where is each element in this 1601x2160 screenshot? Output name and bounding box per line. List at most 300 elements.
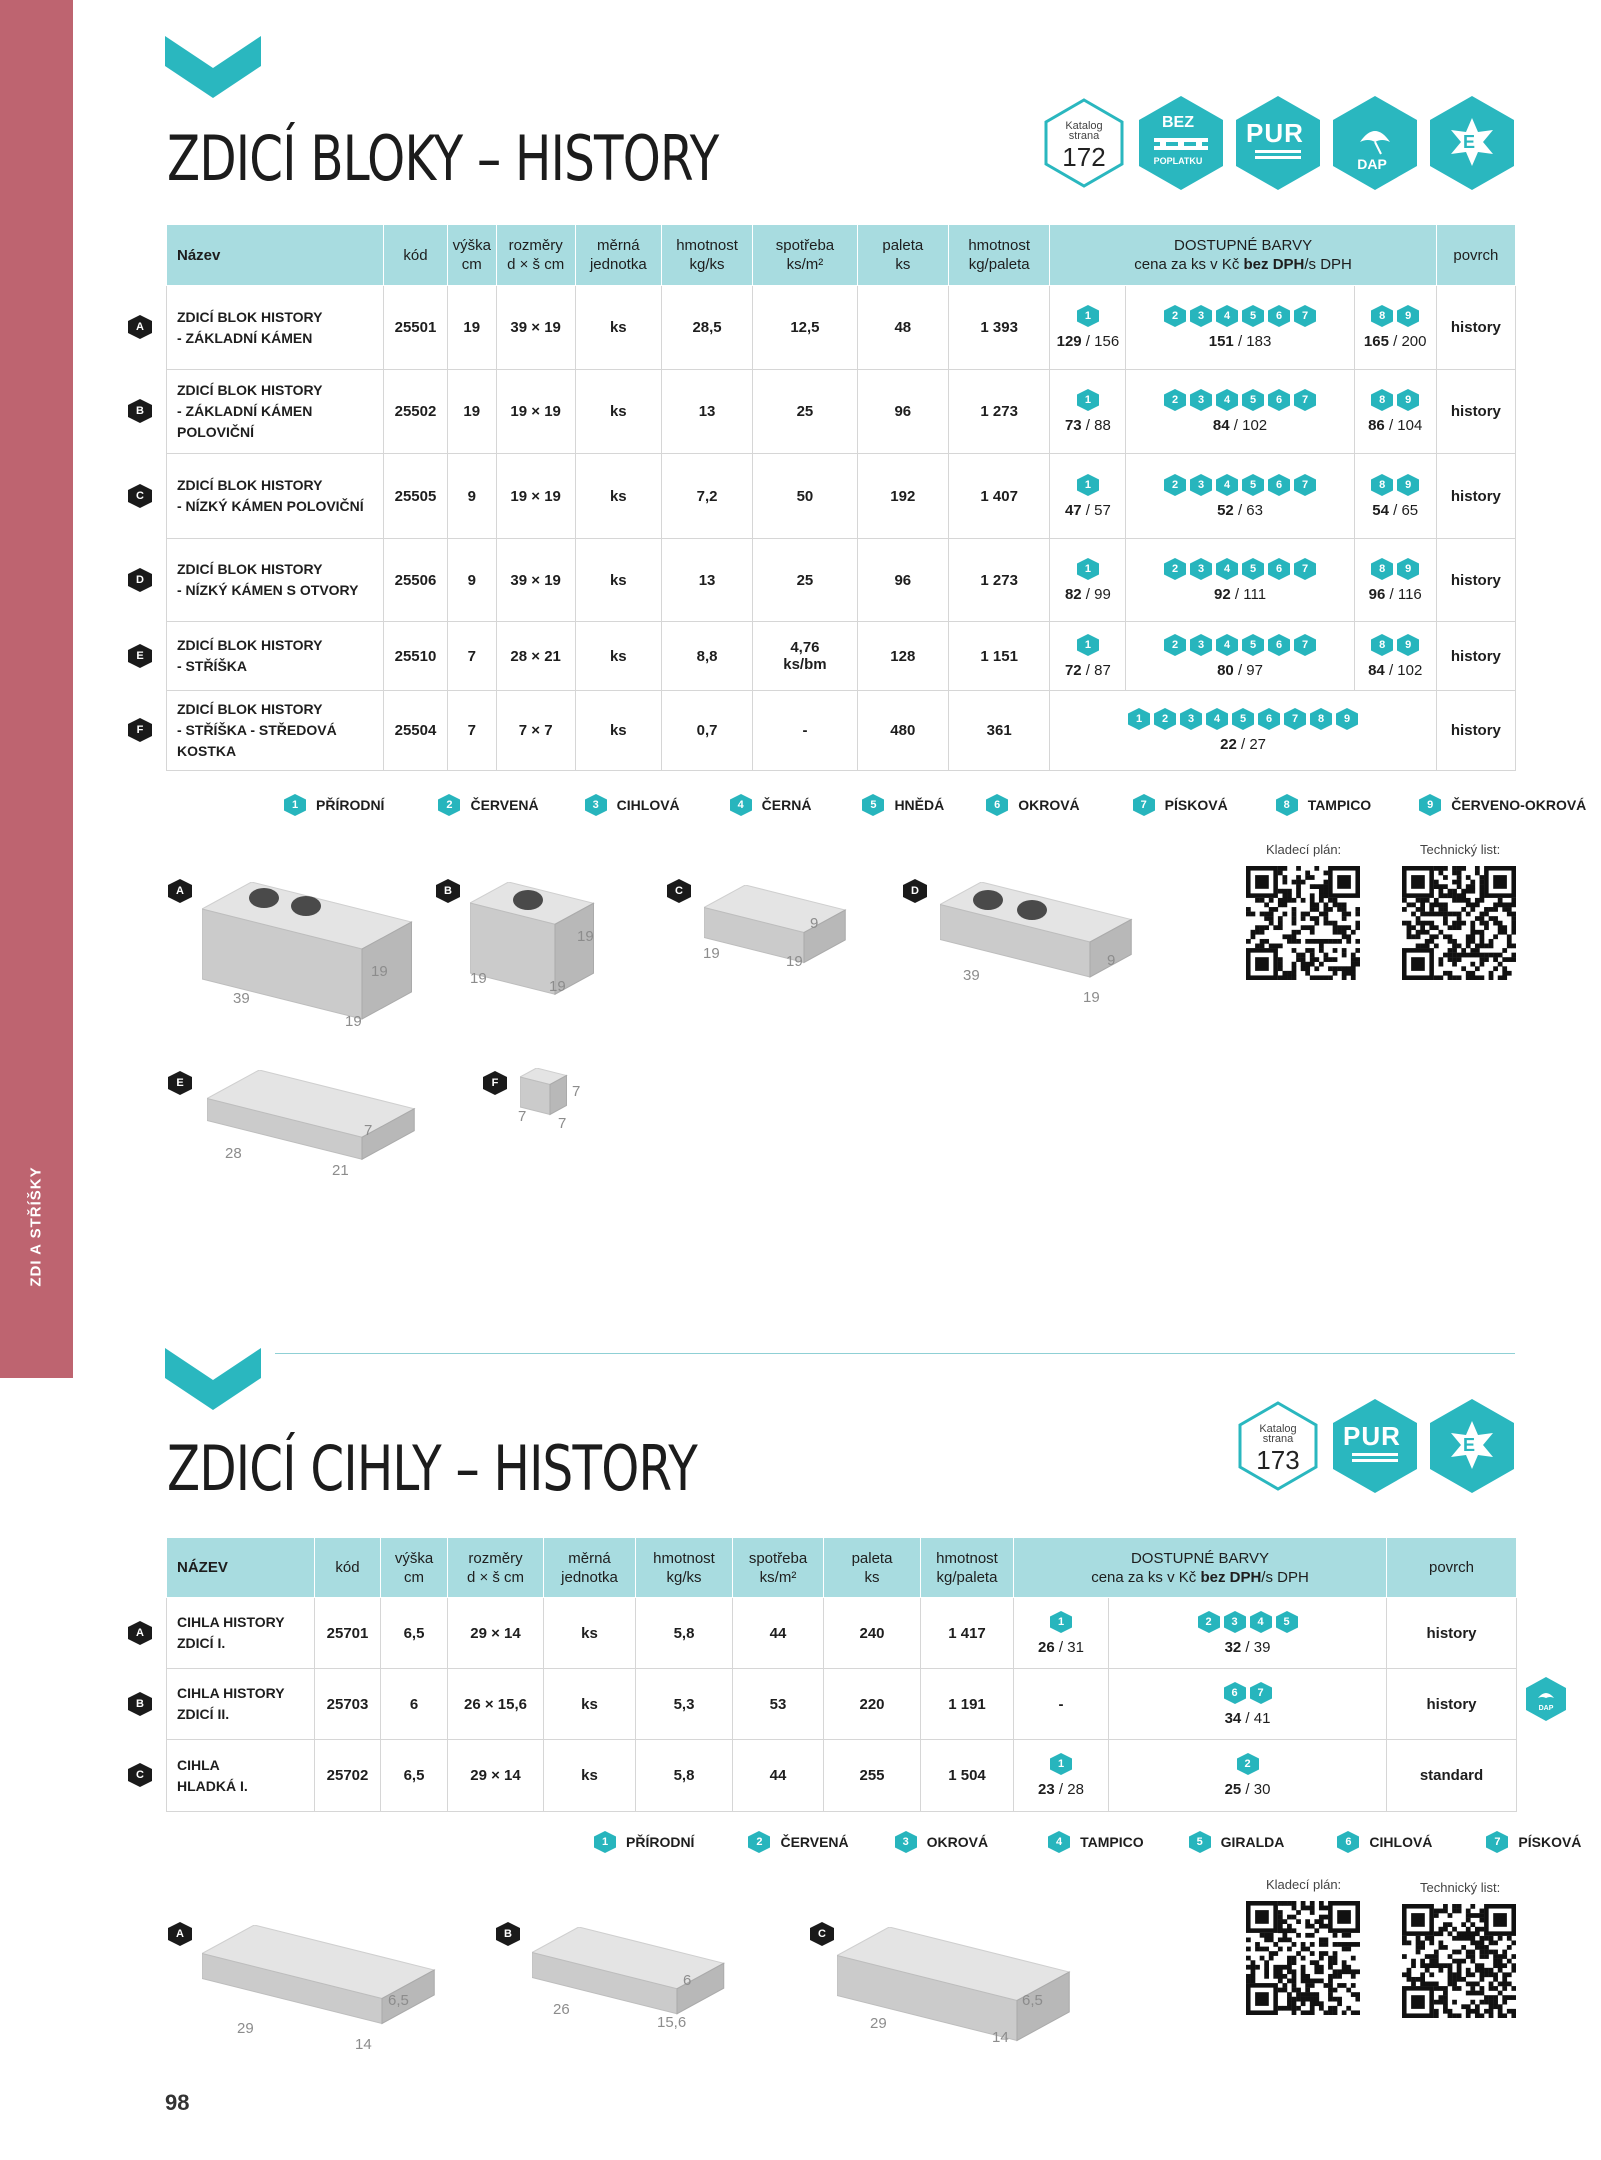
product-name: ZDICÍ BLOK HISTORY - ZÁKLADNÍ KÁMEN bbox=[167, 286, 384, 370]
product-consumption: 25 bbox=[753, 370, 857, 454]
dimension-label: 19 bbox=[345, 1013, 362, 1030]
legend-item: 3 CIHLOVÁ bbox=[585, 794, 680, 816]
dimension-label: 19 bbox=[577, 928, 594, 945]
product-dimensions: 19 × 19 bbox=[496, 370, 575, 454]
color-number-icon: 6 bbox=[1268, 634, 1290, 656]
color-number-icon: 5 bbox=[1242, 305, 1264, 327]
surface-type: history bbox=[1436, 454, 1515, 539]
legend-item: 5 HNĚDÁ bbox=[862, 794, 944, 816]
header-barvy: DOSTUPNÉ BARVY cena za ks v Kč bez DPH/s DPH bbox=[1014, 1538, 1387, 1598]
surface-type: history bbox=[1387, 1669, 1517, 1740]
price: 84 / 102 bbox=[1212, 417, 1268, 434]
dimension-label: 19 bbox=[371, 963, 388, 980]
surface-type: history bbox=[1387, 1598, 1517, 1669]
illustration-marker: C bbox=[810, 1922, 834, 1946]
pallet-weight: 1 407 bbox=[948, 454, 1049, 539]
price: 96 / 116 bbox=[1368, 585, 1422, 603]
header-rozmery: rozměry d × š cm bbox=[448, 1538, 544, 1598]
color-number-icon: 7 bbox=[1133, 794, 1155, 816]
color-number-icon: 5 bbox=[1242, 634, 1264, 656]
table-row bbox=[167, 454, 1516, 539]
table-row bbox=[167, 1669, 1517, 1740]
color-number-icon: 3 bbox=[895, 1831, 917, 1853]
color-number-icon: 6 bbox=[1224, 1682, 1246, 1704]
product-weight: 28,5 bbox=[661, 286, 752, 370]
dimension-label: 6 bbox=[683, 1972, 692, 1989]
illustration-marker: C bbox=[667, 879, 691, 903]
product-weight: 7,2 bbox=[661, 454, 752, 539]
pallet-count: 48 bbox=[857, 286, 948, 370]
color-price-cell bbox=[1050, 539, 1126, 622]
color-number-icon: 8 bbox=[1371, 389, 1393, 411]
product-height: 6,5 bbox=[381, 1598, 448, 1669]
color-number-icon: 1 bbox=[1050, 1611, 1072, 1633]
color-number-icon: 3 bbox=[1190, 474, 1212, 496]
price: 52 / 63 bbox=[1217, 501, 1263, 519]
legend-item: 3 OKROVÁ bbox=[895, 1831, 988, 1853]
qr-list-label: Technický list: bbox=[1420, 842, 1501, 857]
color-number-icon: 3 bbox=[1190, 634, 1212, 656]
row-marker: E bbox=[128, 644, 152, 668]
header-hmotnost: hmotnost kg/ks bbox=[636, 1538, 733, 1598]
pur-badge: PUR bbox=[1229, 94, 1321, 186]
color-number-icon: 4 bbox=[1216, 389, 1238, 411]
product-dimensions: 28 × 21 bbox=[496, 622, 575, 691]
header-barvy: DOSTUPNÉ BARVY cena za ks v Kč bez DPH/s DPH bbox=[1050, 225, 1436, 286]
color-price-cell bbox=[1050, 286, 1126, 370]
pallet-count: 240 bbox=[824, 1598, 921, 1669]
color-number-icon: 4 bbox=[1206, 708, 1228, 730]
product-consumption: 44 bbox=[733, 1598, 824, 1669]
color-number-icon: 8 bbox=[1371, 558, 1393, 580]
product-code: 25506 bbox=[384, 539, 448, 622]
header-paleta: paleta ks bbox=[857, 225, 948, 286]
surface-type: standard bbox=[1387, 1740, 1517, 1812]
product-unit: ks bbox=[575, 622, 661, 691]
dimension-label: 9 bbox=[810, 915, 819, 932]
header-paleta: paleta ks bbox=[824, 1538, 921, 1598]
price: 32 / 39 bbox=[1224, 1638, 1271, 1656]
dimension-label: 14 bbox=[992, 2029, 1009, 2046]
illustration-marker: D bbox=[903, 879, 927, 903]
legend-item: 7 PÍSKOVÁ bbox=[1486, 1831, 1581, 1853]
product-weight: 5,8 bbox=[636, 1598, 733, 1669]
product-unit: ks bbox=[575, 691, 661, 771]
product-height: 7 bbox=[447, 622, 496, 691]
row-marker: C bbox=[128, 484, 152, 508]
product-name: ZDICÍ BLOK HISTORY - NÍZKÝ KÁMEN S OTVORY bbox=[167, 539, 384, 622]
dimension-label: 19 bbox=[703, 945, 720, 962]
color-number-icon: 4 bbox=[1250, 1611, 1272, 1633]
catalog-page-badge: Katalog strana 172 bbox=[1038, 97, 1130, 189]
color-number-icon: 9 bbox=[1336, 708, 1358, 730]
qr-code-list[interactable] bbox=[1402, 1904, 1516, 2018]
header-hmotnost: hmotnost kg/ks bbox=[661, 225, 752, 286]
illustration-marker: F bbox=[483, 1071, 507, 1095]
color-number-icon: 4 bbox=[1216, 474, 1238, 496]
header-kod: kód bbox=[384, 225, 448, 286]
price: 82 / 99 bbox=[1064, 585, 1111, 603]
header-name: Název bbox=[167, 225, 384, 286]
color-price-cell bbox=[1050, 691, 1436, 771]
pallet-count: 220 bbox=[824, 1669, 921, 1740]
legend-item: 2 ČERVENÁ bbox=[748, 1831, 848, 1853]
color-number-icon: 2 bbox=[1164, 389, 1186, 411]
color-number-icon: 5 bbox=[862, 794, 884, 816]
product-unit: ks bbox=[575, 539, 661, 622]
color-number-icon: 2 bbox=[1198, 1611, 1220, 1633]
price: 84 / 102 bbox=[1368, 661, 1423, 679]
legend-item: 6 OKROVÁ bbox=[986, 794, 1079, 816]
product-unit: ks bbox=[575, 454, 661, 539]
product-name: ZDICÍ BLOK HISTORY - NÍZKÝ KÁMEN POLOVIČNÍ bbox=[167, 454, 384, 539]
header-jednotka: měrná jednotka bbox=[575, 225, 661, 286]
color-number-icon: 1 bbox=[1077, 558, 1099, 580]
legend-item: 6 CIHLOVÁ bbox=[1337, 1831, 1432, 1853]
color-number-icon: 7 bbox=[1294, 305, 1316, 327]
price: 23 / 28 bbox=[1038, 1781, 1084, 1798]
bricks-table bbox=[166, 1537, 1517, 1812]
price: 22 / 27 bbox=[1220, 736, 1267, 753]
header-hm-paleta: hmotnost kg/paleta bbox=[948, 225, 1049, 286]
color-number-icon: 3 bbox=[585, 794, 607, 816]
table-row bbox=[167, 1598, 1517, 1669]
color-number-icon: 5 bbox=[1232, 708, 1254, 730]
color-number-icon: 7 bbox=[1486, 1831, 1508, 1853]
row-marker: A bbox=[128, 1621, 152, 1645]
price: 73 / 88 bbox=[1064, 417, 1111, 434]
color-number-icon: 3 bbox=[1224, 1611, 1246, 1633]
product-weight: 5,3 bbox=[636, 1669, 733, 1740]
color-number-icon: 6 bbox=[1268, 558, 1290, 580]
product-name: CIHLA HLADKÁ I. bbox=[167, 1740, 315, 1812]
pallet-weight: 361 bbox=[948, 691, 1049, 771]
dimension-label: 7 bbox=[572, 1083, 581, 1100]
legend-item: 4 ČERNÁ bbox=[730, 794, 812, 816]
bez-poplatku-badge: BEZ POPLATKU bbox=[1132, 94, 1224, 186]
table-row bbox=[167, 622, 1516, 691]
product-code: 25502 bbox=[384, 370, 448, 454]
product-name: ZDICÍ BLOK HISTORY - STŘÍŠKA - STŘEDOVÁ KOSTKA bbox=[167, 691, 384, 771]
product-code: 25501 bbox=[384, 286, 448, 370]
dimension-label: 26 bbox=[553, 2001, 570, 2018]
pallet-count: 192 bbox=[857, 454, 948, 539]
row-marker: A bbox=[128, 315, 152, 339]
pallet-count: 96 bbox=[857, 539, 948, 622]
legend-item: 4 TAMPICO bbox=[1048, 1831, 1144, 1853]
illustration-marker: B bbox=[496, 1922, 520, 1946]
header-spotreba: spotřeba ks/m² bbox=[753, 225, 857, 286]
header-povrch: povrch bbox=[1436, 225, 1515, 286]
pallet-weight: 1 273 bbox=[948, 539, 1049, 622]
qr-code-list[interactable] bbox=[1402, 866, 1516, 980]
page-title: ZDICÍ BLOKY – HISTORY bbox=[167, 122, 719, 195]
dimension-label: 19 bbox=[549, 978, 566, 995]
color-number-icon: 2 bbox=[1164, 305, 1186, 327]
color-number-icon: 4 bbox=[1216, 634, 1238, 656]
dimension-label: 7 bbox=[518, 1108, 527, 1125]
color-number-icon: 6 bbox=[1258, 708, 1280, 730]
price: 47 / 57 bbox=[1064, 501, 1111, 519]
product-code: 25703 bbox=[315, 1669, 381, 1740]
pallet-count: 96 bbox=[857, 370, 948, 454]
color-number-icon: 3 bbox=[1180, 708, 1202, 730]
dimension-label: 39 bbox=[963, 967, 980, 984]
pallet-count: 255 bbox=[824, 1740, 921, 1812]
product-height: 6 bbox=[381, 1669, 448, 1740]
page-title-2: ZDICÍ CIHLY – HISTORY bbox=[167, 1432, 698, 1505]
qr-code-plan[interactable] bbox=[1246, 1901, 1360, 2015]
qr-plan-label: Kladecí plán: bbox=[1266, 842, 1342, 857]
product-code: 25702 bbox=[315, 1740, 381, 1812]
color-number-icon: 7 bbox=[1294, 634, 1316, 656]
product-illustration bbox=[704, 885, 849, 972]
dap-badge: DAP bbox=[1326, 94, 1418, 186]
color-number-icon: 8 bbox=[1371, 474, 1393, 496]
illustration-marker: A bbox=[168, 879, 192, 903]
color-number-icon: 1 bbox=[1077, 634, 1099, 656]
page-number: 98 bbox=[165, 2090, 190, 2115]
product-weight: 13 bbox=[661, 539, 752, 622]
legend-item: 9 ČERVENO-OKROVÁ bbox=[1419, 794, 1586, 816]
product-height: 9 bbox=[447, 539, 496, 622]
pallet-weight: 1 393 bbox=[948, 286, 1049, 370]
color-number-icon: 2 bbox=[1164, 558, 1186, 580]
illustration-marker: A bbox=[168, 1922, 192, 1946]
color-price-cell bbox=[1126, 539, 1354, 622]
product-dimensions: 7 × 7 bbox=[496, 691, 575, 771]
color-number-icon: 1 bbox=[1077, 305, 1099, 327]
product-consumption: 44 bbox=[733, 1740, 824, 1812]
legend-item: 1 PŘÍRODNÍ bbox=[594, 1831, 694, 1853]
color-legend-2 bbox=[594, 1831, 1581, 1853]
product-height: 9 bbox=[447, 454, 496, 539]
dimension-label: 7 bbox=[558, 1115, 567, 1132]
color-legend bbox=[284, 794, 1586, 816]
qr-list-label: Technický list: bbox=[1420, 1880, 1501, 1895]
legend-item: 7 PÍSKOVÁ bbox=[1133, 794, 1228, 816]
color-number-icon: 7 bbox=[1250, 1682, 1272, 1704]
dimension-label: 19 bbox=[786, 953, 803, 970]
pallet-count: 480 bbox=[857, 691, 948, 771]
color-price-cell bbox=[1109, 1740, 1387, 1812]
dimension-label: 19 bbox=[470, 970, 487, 987]
chevron-down-icon bbox=[165, 36, 261, 100]
legend-item: 2 ČERVENÁ bbox=[438, 794, 538, 816]
pallet-weight: 1 417 bbox=[921, 1598, 1014, 1669]
color-number-icon: 5 bbox=[1242, 474, 1264, 496]
price: 86 / 104 bbox=[1368, 417, 1423, 434]
color-number-icon: 7 bbox=[1294, 474, 1316, 496]
color-number-icon: 1 bbox=[1077, 389, 1099, 411]
header-rozmery: rozměry d × š cm bbox=[496, 225, 575, 286]
price: 72 / 87 bbox=[1064, 661, 1111, 679]
dimension-label: 29 bbox=[237, 2020, 254, 2037]
color-price-cell bbox=[1126, 622, 1354, 691]
product-consumption: 12,5 bbox=[753, 286, 857, 370]
product-unit: ks bbox=[544, 1740, 636, 1812]
dimension-label: 28 bbox=[225, 1145, 242, 1162]
price: 80 / 97 bbox=[1217, 661, 1263, 679]
product-weight: 13 bbox=[661, 370, 752, 454]
color-number-icon: 9 bbox=[1419, 794, 1441, 816]
color-number-icon: 2 bbox=[748, 1831, 770, 1853]
product-dimensions: 29 × 14 bbox=[448, 1740, 544, 1812]
product-code: 25510 bbox=[384, 622, 448, 691]
product-consumption: 4,76 ks/bm bbox=[753, 622, 857, 691]
dimension-label: 6,5 bbox=[1022, 1992, 1043, 2009]
color-number-icon: 5 bbox=[1189, 1831, 1211, 1853]
chevron-down-icon bbox=[165, 1348, 261, 1412]
pallet-weight: 1 504 bbox=[921, 1740, 1014, 1812]
dimension-label: 21 bbox=[332, 1162, 349, 1179]
header-hm-paleta: hmotnost kg/paleta bbox=[921, 1538, 1014, 1598]
color-price-cell bbox=[1354, 454, 1436, 539]
product-dimensions: 26 × 15,6 bbox=[448, 1669, 544, 1740]
product-height: 7 bbox=[447, 691, 496, 771]
product-height: 6,5 bbox=[381, 1740, 448, 1812]
color-number-icon: 1 bbox=[1050, 1753, 1072, 1775]
color-number-icon: 8 bbox=[1276, 794, 1298, 816]
color-number-icon: 2 bbox=[438, 794, 460, 816]
color-number-icon: 1 bbox=[1077, 474, 1099, 496]
product-name: CIHLA HISTORY ZDICÍ I. bbox=[167, 1598, 315, 1669]
color-number-icon: 9 bbox=[1397, 634, 1419, 656]
header-spotreba: spotřeba ks/m² bbox=[733, 1538, 824, 1598]
color-price-cell bbox=[1354, 622, 1436, 691]
dimension-label: 15,6 bbox=[657, 2014, 687, 2031]
product-dimensions: 19 × 19 bbox=[496, 454, 575, 539]
surface-type: history bbox=[1436, 370, 1515, 454]
price: 92 / 111 bbox=[1214, 585, 1267, 603]
color-number-icon: 6 bbox=[1337, 1831, 1359, 1853]
dimension-label: 29 bbox=[870, 2015, 887, 2032]
color-number-icon: 7 bbox=[1284, 708, 1306, 730]
color-number-icon: 1 bbox=[594, 1831, 616, 1853]
dap-small-badge: DAP bbox=[1523, 1676, 1569, 1722]
product-weight: 0,7 bbox=[661, 691, 752, 771]
blocks-table bbox=[166, 224, 1516, 771]
color-price-cell: - bbox=[1014, 1669, 1109, 1740]
energy-star-badge: E bbox=[1423, 1397, 1515, 1489]
color-number-icon: 5 bbox=[1276, 1611, 1298, 1633]
row-marker: B bbox=[128, 399, 152, 423]
color-number-icon: 4 bbox=[1048, 1831, 1070, 1853]
color-price-cell bbox=[1126, 370, 1354, 454]
color-price-cell bbox=[1109, 1669, 1387, 1740]
legend-item: 1 PŘÍRODNÍ bbox=[284, 794, 384, 816]
header-kod: kód bbox=[315, 1538, 381, 1598]
product-name: CIHLA HISTORY ZDICÍ II. bbox=[167, 1669, 315, 1740]
color-price-cell bbox=[1354, 539, 1436, 622]
color-number-icon: 9 bbox=[1397, 474, 1419, 496]
dimension-label: 6,5 bbox=[388, 1992, 409, 2009]
surface-type: history bbox=[1436, 286, 1515, 370]
color-number-icon: 3 bbox=[1190, 558, 1212, 580]
dimension-label: 19 bbox=[1083, 989, 1100, 1006]
color-number-icon: 4 bbox=[1216, 305, 1238, 327]
color-number-icon: 3 bbox=[1190, 389, 1212, 411]
color-number-icon: 1 bbox=[1128, 708, 1150, 730]
table-row bbox=[167, 691, 1516, 771]
product-consumption: 50 bbox=[753, 454, 857, 539]
product-code: 25701 bbox=[315, 1598, 381, 1669]
price: 129 / 156 bbox=[1056, 333, 1120, 350]
product-weight: 8,8 bbox=[661, 622, 752, 691]
table-row bbox=[167, 539, 1516, 622]
color-number-icon: 6 bbox=[1268, 305, 1290, 327]
color-number-icon: 9 bbox=[1397, 389, 1419, 411]
header-jednotka: měrná jednotka bbox=[544, 1538, 636, 1598]
surface-type: history bbox=[1436, 539, 1515, 622]
color-price-cell bbox=[1354, 286, 1436, 370]
dimension-label: 9 bbox=[1107, 952, 1116, 969]
color-number-icon: 2 bbox=[1164, 474, 1186, 496]
section-divider bbox=[275, 1353, 1515, 1354]
table-header-row bbox=[167, 225, 1516, 286]
color-price-cell bbox=[1050, 622, 1126, 691]
pallet-count: 128 bbox=[857, 622, 948, 691]
row-marker: F bbox=[128, 718, 152, 742]
table-row bbox=[167, 286, 1516, 370]
color-number-icon: 4 bbox=[730, 794, 752, 816]
color-price-cell bbox=[1354, 370, 1436, 454]
price: 151 / 183 bbox=[1208, 333, 1272, 350]
color-price-cell bbox=[1014, 1598, 1109, 1669]
pur-badge: PUR bbox=[1326, 1397, 1418, 1489]
surface-type: history bbox=[1436, 691, 1515, 771]
energy-star-badge: E bbox=[1423, 94, 1515, 186]
price: 165 / 200 bbox=[1363, 333, 1427, 350]
qr-code-plan[interactable] bbox=[1246, 866, 1360, 980]
pallet-weight: 1 273 bbox=[948, 370, 1049, 454]
row-marker: B bbox=[128, 1692, 152, 1716]
header-name: NÁZEV bbox=[167, 1538, 315, 1598]
product-dimensions: 39 × 19 bbox=[496, 286, 575, 370]
color-number-icon: 9 bbox=[1397, 558, 1419, 580]
product-height: 19 bbox=[447, 286, 496, 370]
row-marker: C bbox=[128, 1763, 152, 1787]
product-consumption: 25 bbox=[753, 539, 857, 622]
color-number-icon: 2 bbox=[1154, 708, 1176, 730]
illustration-marker: E bbox=[168, 1071, 192, 1095]
price: 54 / 65 bbox=[1372, 501, 1419, 519]
product-name: ZDICÍ BLOK HISTORY - ZÁKLADNÍ KÁMEN POLOVIČNÍ bbox=[167, 370, 384, 454]
color-price-cell bbox=[1050, 370, 1126, 454]
price: 26 / 31 bbox=[1038, 1638, 1084, 1656]
product-unit: ks bbox=[544, 1669, 636, 1740]
color-number-icon: 2 bbox=[1237, 1753, 1259, 1775]
product-code: 25504 bbox=[384, 691, 448, 771]
pallet-weight: 1 191 bbox=[921, 1669, 1014, 1740]
product-unit: ks bbox=[575, 370, 661, 454]
color-number-icon: 8 bbox=[1371, 305, 1393, 327]
color-price-cell bbox=[1126, 454, 1354, 539]
color-number-icon: 2 bbox=[1164, 634, 1186, 656]
color-price-cell bbox=[1109, 1598, 1387, 1669]
product-consumption: - bbox=[753, 691, 857, 771]
table-header-row bbox=[167, 1538, 1517, 1598]
dimension-label: 7 bbox=[364, 1122, 373, 1139]
color-price-cell bbox=[1050, 454, 1126, 539]
product-dimensions: 29 × 14 bbox=[448, 1598, 544, 1669]
price: 25 / 30 bbox=[1224, 1781, 1271, 1798]
dimension-label: 14 bbox=[355, 2036, 372, 2053]
color-price-cell bbox=[1014, 1740, 1109, 1812]
color-number-icon: 7 bbox=[1294, 389, 1316, 411]
product-height: 19 bbox=[447, 370, 496, 454]
illustration-marker: B bbox=[436, 879, 460, 903]
